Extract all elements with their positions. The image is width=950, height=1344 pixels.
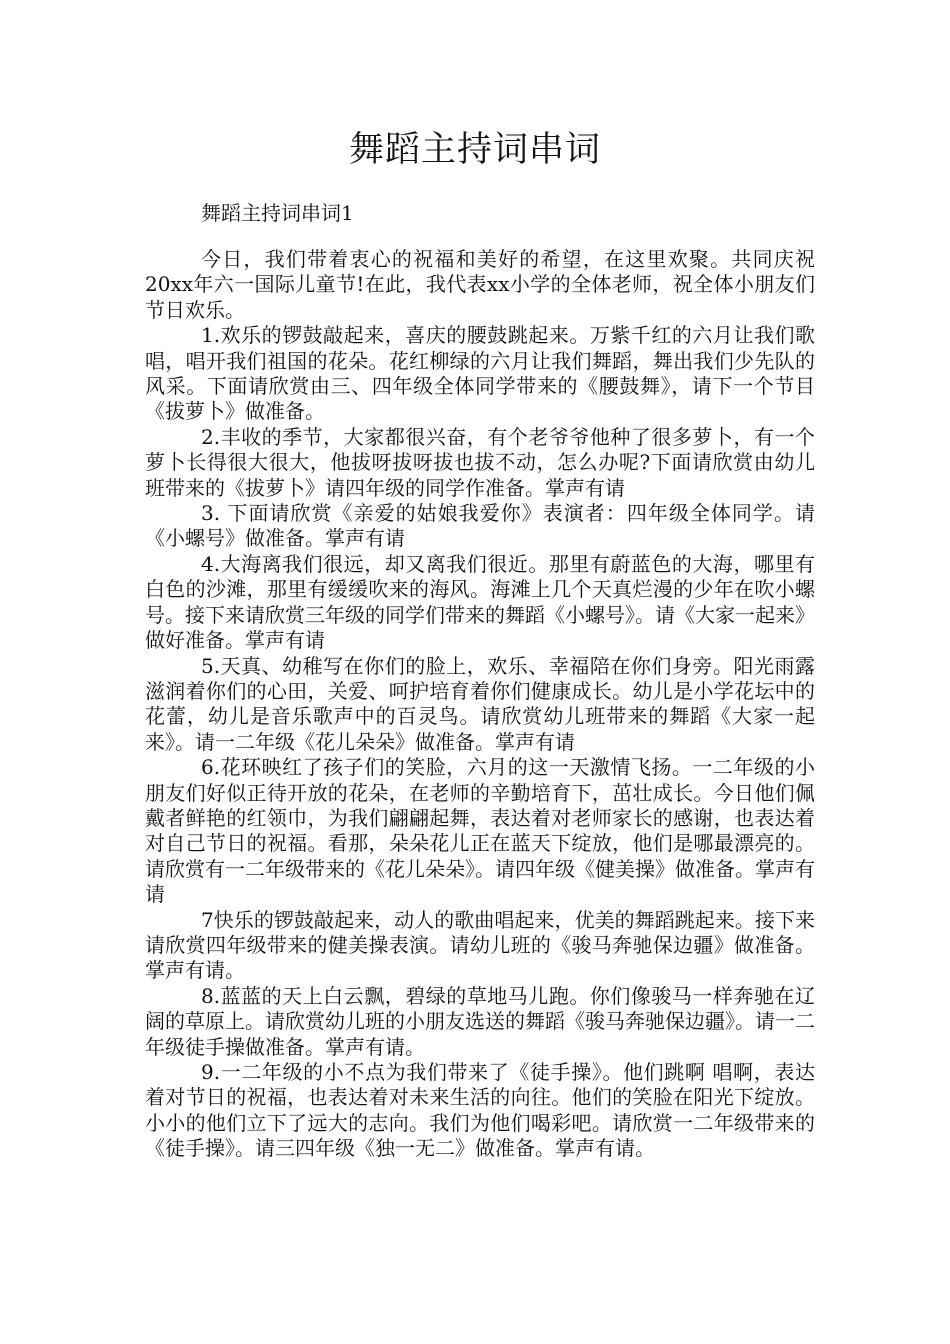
paragraph-item-1: 1.欢乐的锣鼓敲起来，喜庆的腰鼓跳起来。万紫千红的六月让我们歌唱，唱开我们祖国的花朵。花红柳绿的六月让我们舞蹈，舞出我们少先队的风采。下面请欣赏由三、四年级全体同学带来的《腰鼓舞》，请下一个节目《拔萝卜》做准备。 <box>145 323 815 424</box>
page-title: 舞蹈主持词串词 <box>348 130 601 170</box>
section-heading: 舞蹈主持词串词1 <box>201 201 354 225</box>
paragraph-item-5: 5.天真、幼稚写在你们的脸上，欢乐、幸福陪在你们身旁。阳光雨露滋润着你们的心田，关爱、呵护培育着你们健康成长。幼儿是小学花坛中的花蕾，幼儿是音乐歌声中的百灵鸟。请欣赏幼儿班带来的舞蹈《大家一起来》。请一二年级《花儿朵朵》做准备。掌声有请 <box>145 653 815 754</box>
paragraph-item-8: 8.蓝蓝的天上白云飘，碧绿的草地马儿跑。你们像骏马一样奔驰在辽阔的草原上。请欣赏幼儿班的小朋友选送的舞蹈《骏马奔驰保边疆》。请一二年级徒手操做准备。掌声有请。 <box>145 983 815 1059</box>
paragraph-item-7: 7快乐的锣鼓敲起来，动人的歌曲唱起来，优美的舞蹈跳起来。接下来请欣赏四年级带来的健美操表演。请幼儿班的《骏马奔驰保边疆》做准备。掌声有请。 <box>145 907 815 983</box>
paragraph-item-4: 4.大海离我们很远，却又离我们很近。那里有蔚蓝色的大海，哪里有白色的沙滩，那里有缓缓吹来的海风。海滩上几个天真烂漫的少年在吹小螺号。接下来请欣赏三年级的同学们带来的舞蹈《小螺号》。请《大家一起来》做好准备。掌声有请 <box>145 551 815 653</box>
paragraph-item-6: 6.花环映红了孩子们的笑脸，六月的这一天激情飞扬。一二年级的小朋友们好似正待开放的花朵，在老师的辛勤培育下，茁壮成长。今日他们佩戴者鲜艳的红领巾，为我们翩翩起舞，表达着对老师家长的感谢，也表达着对自己节日的祝福。看那，朵朵花儿正在蓝天下绽放，他们是哪最漂亮的。请欣赏有一二年级带来的《花儿朵朵》。请四年级《健美操》做准备。掌声有请 <box>145 755 815 907</box>
document-body <box>145 247 815 1162</box>
paragraph-item-3: 3. 下面请欣赏《亲爱的姑娘我爱你》表演者：四年级全体同学。请《小螺号》做准备。掌声有请 <box>145 501 815 551</box>
paragraph-item-2: 2.丰收的季节，大家都很兴奋，有个老爷爷他种了很多萝卜，有一个萝卜长得很大很大，他拔呀拔呀拔也拔不动，怎么办呢?下面请欣赏由幼儿班带来的《拔萝卜》请四年级的同学作准备。掌声有请 <box>145 424 815 500</box>
paragraph-item-9: 9.一二年级的小不点为我们带来了《徒手操》。他们跳啊 唱啊，表达着对节日的祝福，也表达着对未来生活的向往。他们的笑脸在阳光下绽放。小小的他们立下了远大的志向。我们为他们喝彩吧。请欣赏一二年级带来的《徒手操》。请三四年级《独一无二》做准备。掌声有请。 <box>145 1060 815 1161</box>
paragraph-intro: 今日，我们带着衷心的祝福和美好的希望，在这里欢聚。共同庆祝20xx年六一国际儿童节!在此，我代表xx小学的全体老师，祝全体小朋友们节日欢乐。 <box>145 247 815 322</box>
